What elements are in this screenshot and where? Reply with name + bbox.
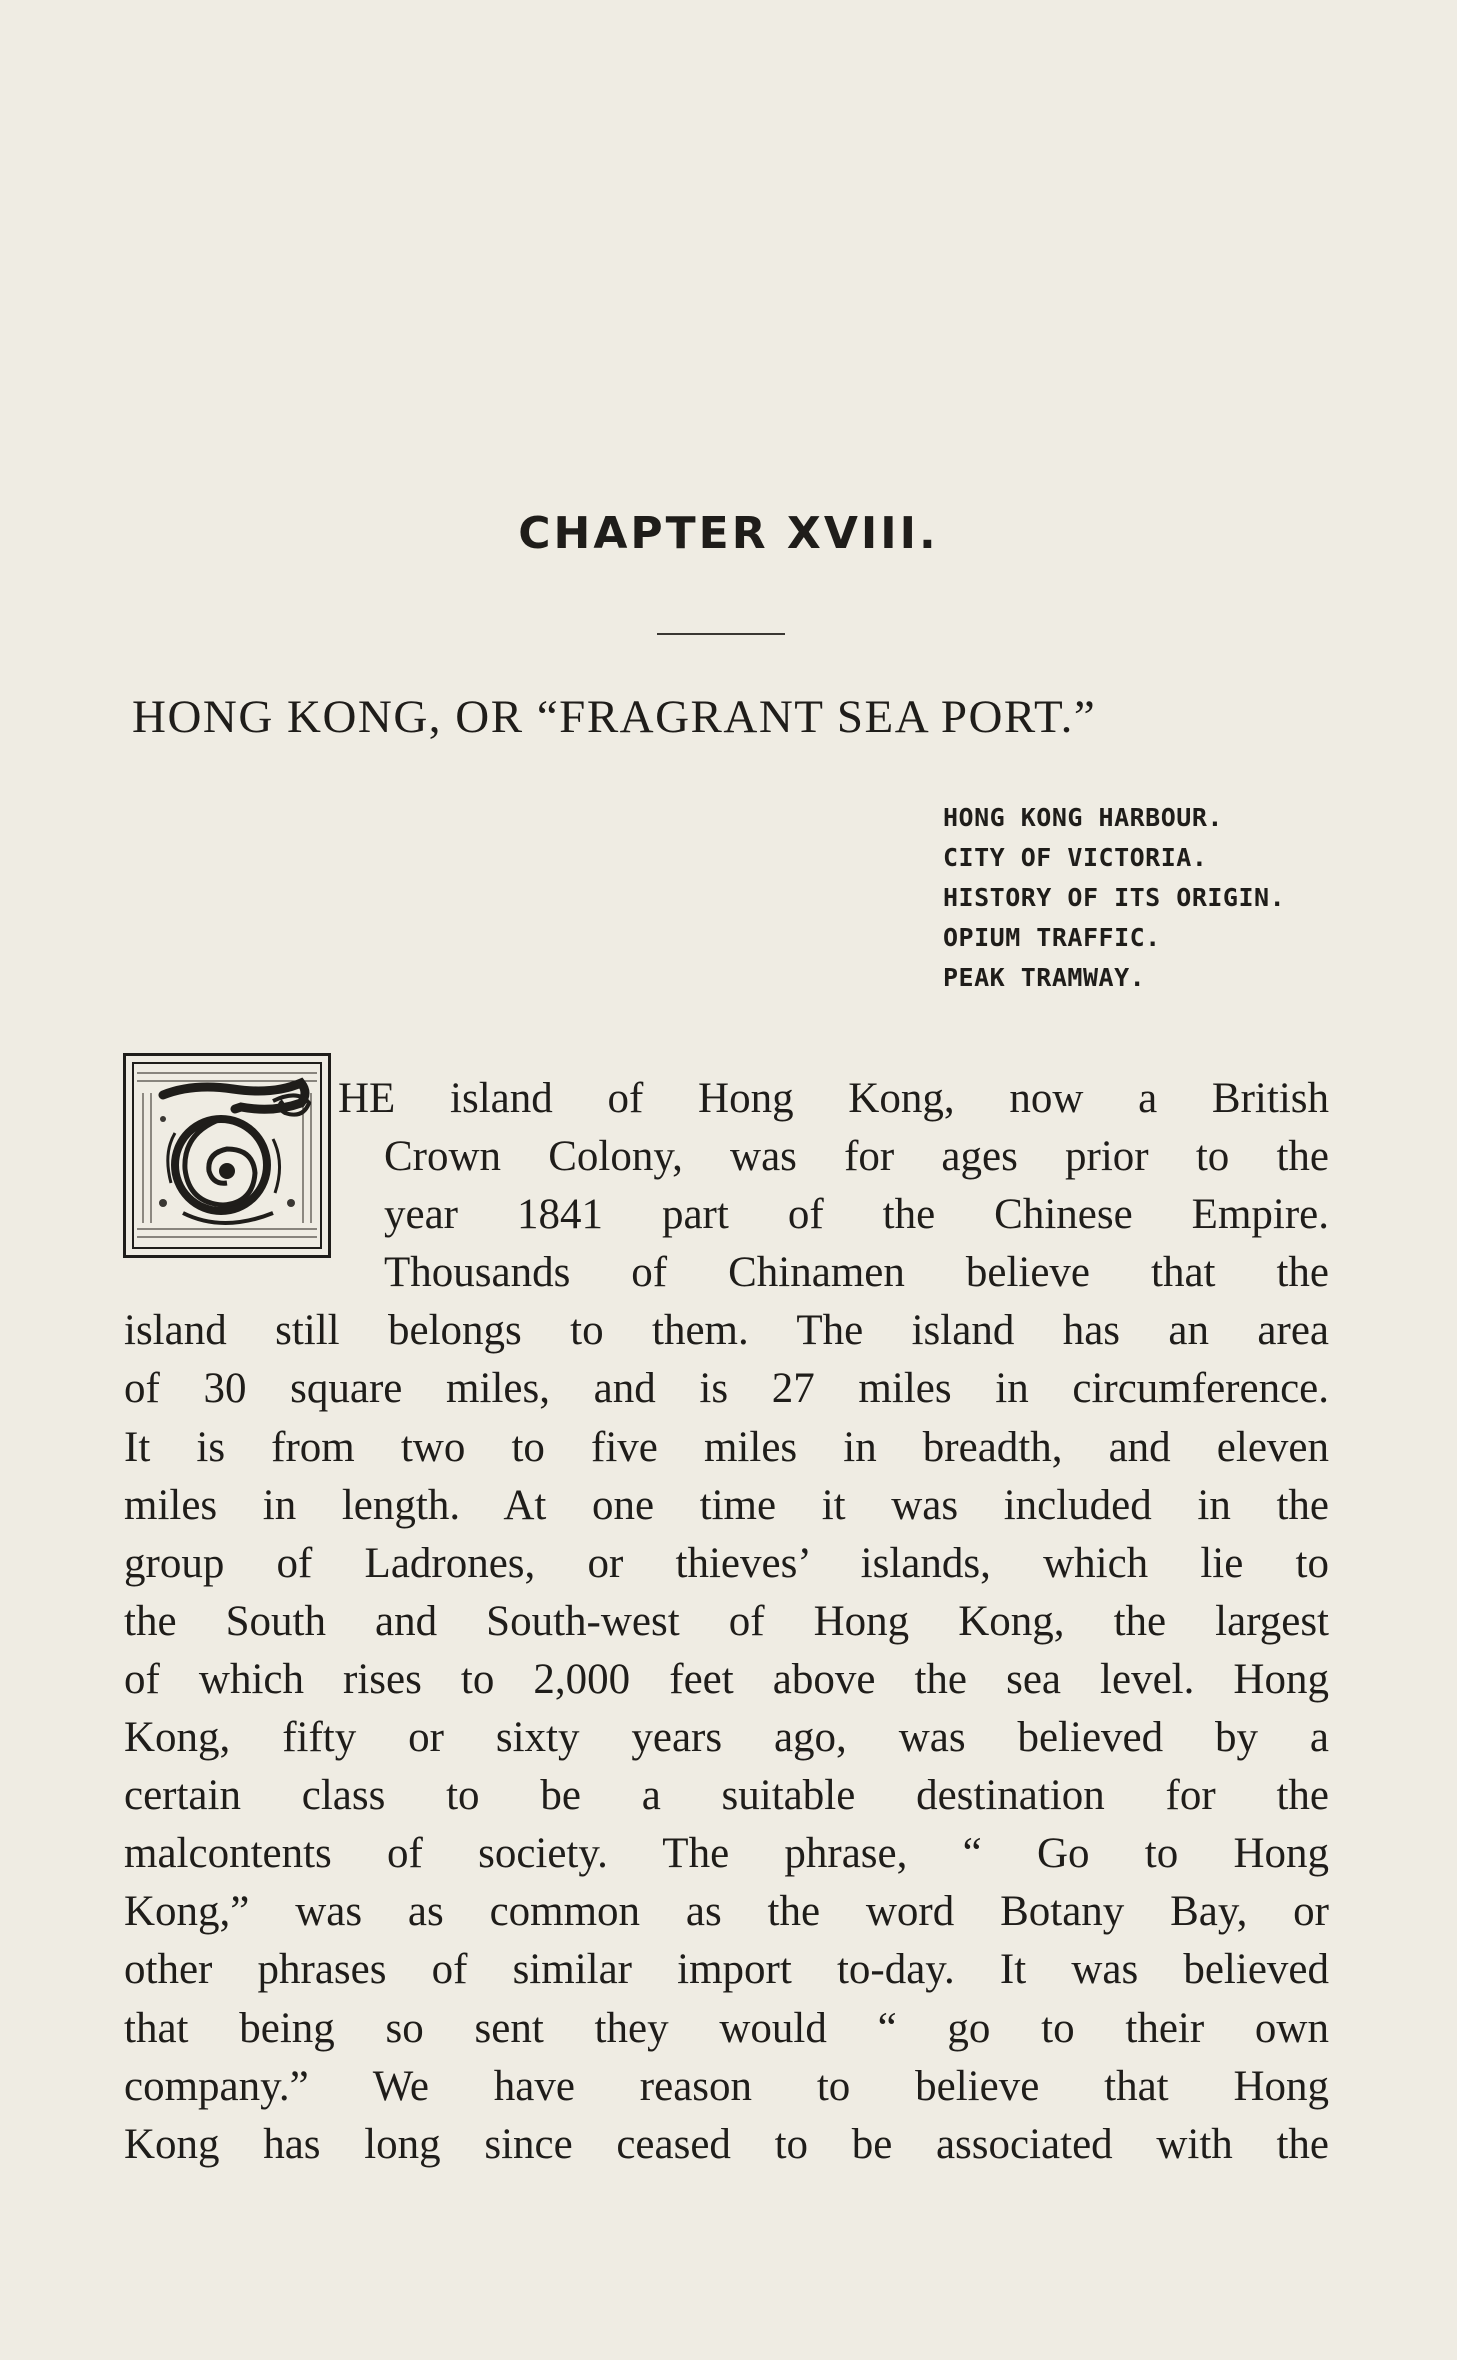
chapter-heading: CHAPTER XVIII. [518,508,939,559]
text-line: that being so sent they would “ go to their own [124,2004,1329,2052]
text-line: the South and South-west of Hong Kong, the largest [124,1597,1329,1645]
text-line: It is from two to five miles in breadth, and eleven [124,1423,1329,1471]
text-line: other phrases of similar import to-day. It was believed [124,1946,1329,1994]
heading-divider [657,633,785,635]
text-line: Crown Colony, was for ages prior to the [384,1133,1329,1181]
text-line: year 1841 part of the Chinese Empire. [384,1191,1329,1239]
text-line: Kong, fifty or sixty years ago, was believed by a [124,1714,1329,1762]
text-line: Kong,” was as common as the word Botany Bay, or [124,1888,1329,1936]
text-line: malcontents of society. The phrase, “ Go to Hong [124,1830,1329,1878]
text-line: HE island of Hong Kong, now a British [338,1075,1329,1122]
text-line: Kong has long since ceased to be associated with the [124,2120,1329,2168]
text-line: of 30 square miles, and is 27 miles in circumference. [124,1365,1329,1413]
topic-item: HISTORY OF ITS ORIGIN. [943,883,1286,912]
chapter-title: HONG KONG, OR “FRAGRANT SEA PORT.” [132,691,1097,743]
text-line: miles in length. At one time it was included in the [124,1481,1329,1529]
topic-item: CITY OF VICTORIA. [943,843,1208,872]
body-paragraph [124,1070,1329,2174]
topic-item: OPIUM TRAFFIC. [943,923,1161,952]
topic-item: PEAK TRAMWAY. [943,963,1146,992]
text-line: island still belongs to them. The island has an area [124,1307,1329,1355]
text-line: company.” We have reason to believe that Hong [124,2062,1329,2110]
text-line: of which rises to 2,000 feet above the sea level. Hong [124,1655,1329,1703]
topic-item: HONG KONG HARBOUR. [943,803,1223,832]
text-line: Thousands of Chinamen believe that the [384,1249,1329,1297]
chapter-topics-list [943,798,1285,998]
text-line: group of Ladrones, or thieves’ islands, which lie to [124,1539,1329,1587]
text-line: certain class to be a suitable destination for the [124,1772,1329,1820]
